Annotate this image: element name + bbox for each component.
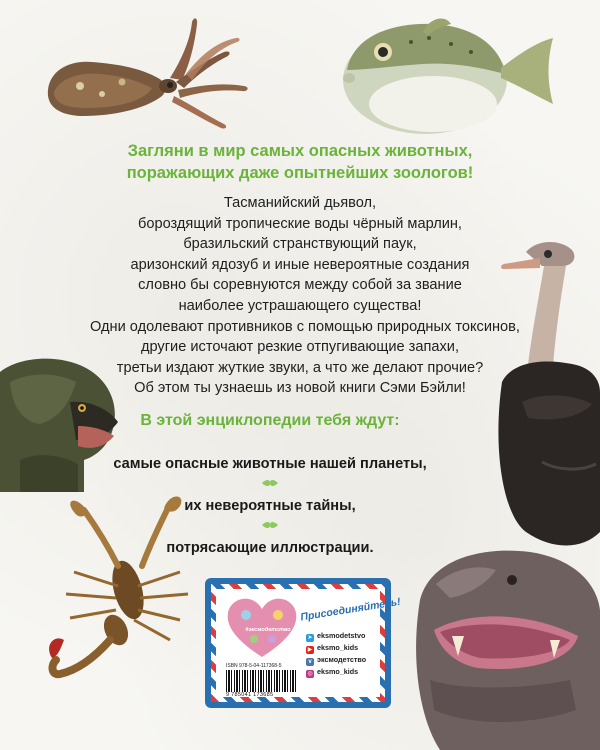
headline-line: Загляни в мир самых опасных животных,	[127, 142, 473, 160]
social-handle: eksmo_kids	[317, 667, 359, 676]
social-link-youtube[interactable]	[306, 643, 358, 654]
telegram-icon: ➤	[307, 635, 313, 641]
hippo-illustration	[400, 540, 600, 750]
scorpion-illustration	[30, 490, 205, 700]
description-line: словно бы соревнуются между собой за звание	[138, 277, 462, 294]
feature-item: потрясающие иллюстрации.	[166, 540, 374, 556]
feature-item: самые опасные животные нашей планеты,	[113, 456, 427, 472]
description-line: Тасманийский дьявол,	[223, 195, 377, 211]
social-handle: eksmodetstvo	[317, 631, 366, 640]
description-line: бразильский странствующий паук,	[183, 236, 417, 253]
description-line: бороздящий тропические воды чёрный марлин,	[138, 215, 462, 232]
feature-item: их невероятные тайны,	[184, 498, 356, 514]
description-line: другие источают резкие отпугивающие запахи,	[140, 339, 460, 356]
leaf-divider-icon	[260, 520, 280, 530]
social-link-vk[interactable]	[306, 655, 366, 666]
description-line: Об этом ты узнаешь из новой книги Сэми Бэйли!	[134, 380, 466, 397]
description-line: Одни одолевают противников с помощью природных токсинов,	[90, 318, 520, 335]
description-line: наиболее устрашающего существа!	[178, 297, 422, 314]
description-line: аризонский ядозуб и иные невероятные создания	[130, 256, 470, 273]
social-link-telegram[interactable]	[306, 631, 365, 642]
barcode-digits: 9 785041 173685	[226, 692, 274, 698]
cuttlefish-illustration	[40, 12, 255, 130]
join-label: Присоединяйтесь!	[299, 595, 402, 624]
social-handle: эксмодетство	[317, 655, 367, 664]
section-title: В этой энциклопедии тебя ждут:	[140, 412, 400, 429]
publisher-promo-card	[205, 578, 402, 708]
pufferfish-illustration	[333, 12, 558, 137]
hashtag-label: #эксмодетство	[245, 627, 291, 633]
instagram-icon: ◎	[307, 671, 313, 677]
youtube-icon: ▶	[307, 647, 313, 653]
social-link-instagram[interactable]	[306, 667, 358, 678]
barcode	[226, 670, 298, 692]
headline	[90, 140, 510, 184]
social-handle: eksmo_kids	[317, 643, 359, 652]
promo-body	[216, 589, 402, 698]
description-text	[90, 193, 520, 399]
vk-icon: v	[306, 658, 314, 666]
isbn-text: ISBN 978-5-04-117368-5	[226, 663, 282, 669]
headline-line: поражающих даже опытнейших зоологов!	[126, 164, 474, 182]
description-line: третьи издают жуткие звуки, а что же делают прочие?	[116, 359, 484, 376]
leaf-divider-icon	[260, 478, 280, 488]
promo-envelope	[211, 584, 402, 702]
